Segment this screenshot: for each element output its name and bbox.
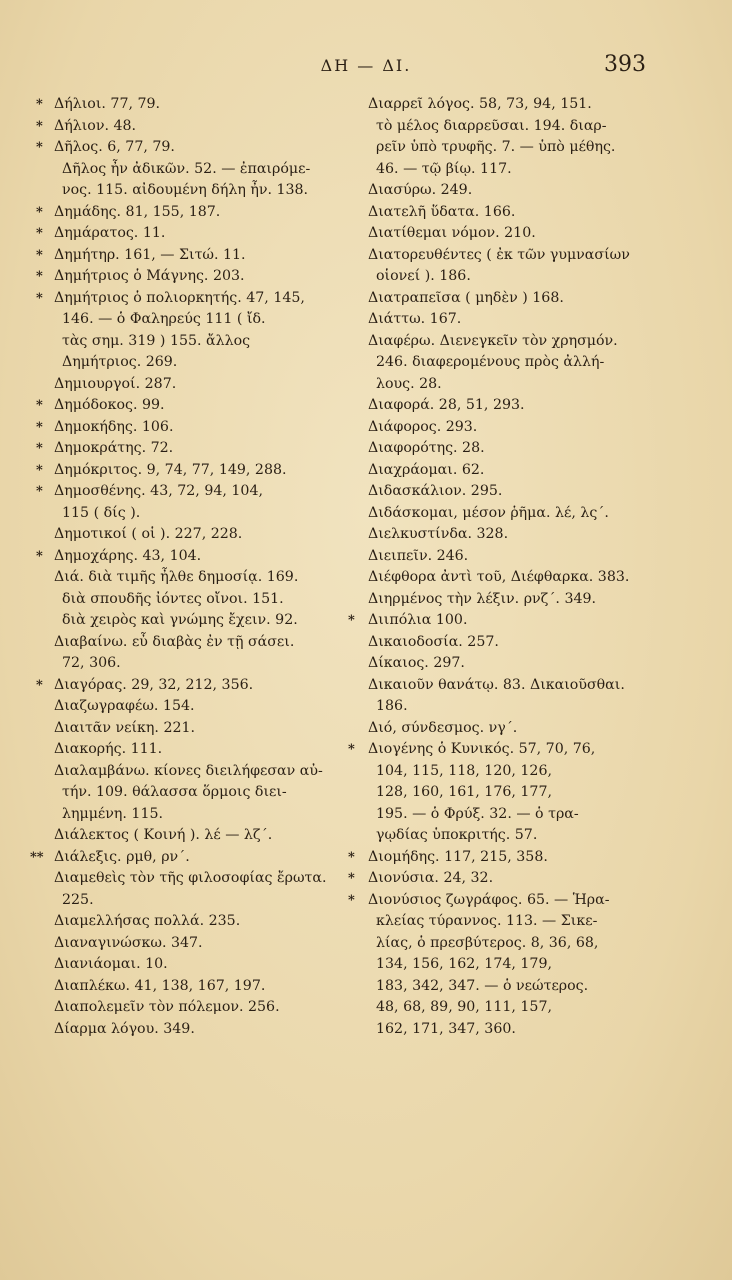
entry-headword-line: Διαλαμβάνω. κίονες διειλήφεσαν αὐ- xyxy=(54,762,323,779)
entry-headword-line: Δημήτριος ὁ Μάγνης. 203. xyxy=(54,268,245,284)
index-entry xyxy=(362,524,652,546)
index-entry xyxy=(36,202,348,224)
entry-headword-line: Διαμελλήσας πολλά. 235. xyxy=(54,913,241,929)
entry-headword-line: Διέφθορα ἀντὶ τοῦ, Διέφθαρκα. 383. xyxy=(368,569,630,585)
asterisk-mark: * xyxy=(36,97,43,112)
entry-headword-line: Δήλιον. 48. xyxy=(54,117,137,134)
index-entry xyxy=(348,890,652,1041)
entry-headword-line: Διαιτᾶν νείκη. 221. xyxy=(54,719,196,736)
index-entry xyxy=(362,288,652,310)
entry-headword-line: Διατραπεῖσα ( μηδὲν ) 168. xyxy=(368,289,564,306)
entry-headword-line: Δημοχάρης. 43, 104. xyxy=(54,547,202,564)
entry-headword-line: Διελκυστίνδα. 328. xyxy=(368,526,509,542)
entry-continuation-line: Δῆλος ἦν ἀδικῶν. 52. — ἐπαιρόμε- xyxy=(62,160,311,177)
entry-headword-line: Διαζωγραφέω. 154. xyxy=(54,698,195,714)
entry-continuation-line: 72, 306. xyxy=(62,655,121,671)
index-entry xyxy=(362,546,652,568)
entry-headword-line: Διαφορότης. 28. xyxy=(368,440,485,456)
entry-continuation-line: 162, 171, 347, 360. xyxy=(376,1020,516,1037)
asterisk-mark: * xyxy=(36,462,43,478)
entry-headword-line: Διάλεξις. ρμθ, ρν΄. xyxy=(54,848,190,865)
asterisk-mark: * xyxy=(36,548,43,564)
entry-headword-line: Δημιουργοί. 287. xyxy=(54,375,177,392)
entry-continuation-line: 225. xyxy=(62,891,94,908)
entry-headword-line: Διονύσια. 24, 32. xyxy=(368,870,494,886)
asterisk-mark: * xyxy=(36,204,43,220)
entry-continuation-line: τὸ μέλος διαρρεῦσαι. 194. διαρ- xyxy=(376,117,607,134)
entry-headword-line: Διογένης ὁ Κυνικός. 57, 70, 76, xyxy=(368,741,596,757)
asterisk-mark: * xyxy=(348,849,355,865)
entry-continuation-line: 146. — ὁ Φαληρεύς 111 ( ἴδ. xyxy=(62,311,266,327)
index-entry xyxy=(362,245,652,288)
index-entry xyxy=(48,632,348,675)
asterisk-mark: * xyxy=(348,613,355,628)
entry-continuation-line: 128, 160, 161, 176, 177, xyxy=(376,784,552,800)
asterisk-mark: * xyxy=(348,742,355,757)
entry-headword-line: Διειπεῖν. 246. xyxy=(368,547,469,564)
entry-headword-line: Δημοκράτης. 72. xyxy=(54,440,174,456)
index-column-right xyxy=(348,94,652,1040)
entry-headword-line: Δικαιοῦν θανάτῳ. 83. Δικαιοῦσθαι. xyxy=(368,676,625,693)
index-entry xyxy=(36,481,348,524)
entry-headword-line: Διαπολεμεῖν τὸν πόλεμον. 256. xyxy=(54,999,280,1015)
index-entry xyxy=(36,245,348,267)
entry-headword-line: Δῆλος. 6, 77, 79. xyxy=(54,139,175,155)
entry-headword-line: Διατίθεμαι νόμον. 210. xyxy=(368,225,536,241)
entry-continuation-line: διὰ σπουδῆς ἰόντες οἴνοι. 151. xyxy=(62,590,284,607)
index-entry xyxy=(48,997,348,1019)
entry-headword-line: Διάφορος. 293. xyxy=(368,418,478,435)
entry-continuation-line: 195. — ὁ Φρύξ. 32. — ὁ τρα- xyxy=(376,805,579,822)
asterisk-mark: * xyxy=(36,118,43,134)
index-entry xyxy=(36,395,348,417)
index-entry xyxy=(36,137,348,202)
entry-headword-line: Δημοτικοί ( οἱ ). 227, 228. xyxy=(54,526,243,542)
entry-headword-line: Δημάρατος. 11. xyxy=(54,225,166,241)
entry-headword-line: Διαχράομαι. 62. xyxy=(368,461,485,478)
index-entry xyxy=(362,417,652,439)
entry-continuation-line: λους. 28. xyxy=(376,375,442,392)
asterisk-mark: * xyxy=(348,871,355,886)
entry-headword-line: Δημήτηρ. 161, — Σιτώ. 11. xyxy=(54,246,246,263)
index-entry xyxy=(362,331,652,396)
asterisk-mark: * xyxy=(36,419,43,435)
entry-headword-line: Διιπόλια 100. xyxy=(368,612,468,628)
index-entry xyxy=(48,524,348,546)
entry-continuation-line: 46. — τῷ βίῳ. 117. xyxy=(376,160,512,177)
entry-continuation-line: λημμένη. 115. xyxy=(62,805,164,822)
index-entry xyxy=(36,116,348,138)
entry-headword-line: Διαναγινώσκω. 347. xyxy=(54,934,203,951)
index-entry xyxy=(362,460,652,482)
entry-headword-line: Δίκαιος. 297. xyxy=(368,655,465,671)
page-number: 393 xyxy=(604,52,646,77)
index-entry xyxy=(36,546,348,568)
entry-headword-line: Διαμεθεὶς τὸν τῆς φιλοσοφίας ἔρωτα. xyxy=(54,870,327,886)
index-entry xyxy=(48,868,348,911)
entry-continuation-line: 186. xyxy=(376,698,408,714)
entry-headword-line: Διακορής. 111. xyxy=(54,741,163,757)
entry-continuation-line: λίας, ὁ πρεσβύτερος. 8, 36, 68, xyxy=(376,934,599,951)
entry-headword-line: Δημόκριτος. 9, 74, 77, 149, 288. xyxy=(54,461,287,478)
entry-headword-line: Διατορευθέντες ( ἐκ τῶν γυμνασίων xyxy=(368,246,630,263)
entry-headword-line: Δημήτριος ὁ πολιορκητής. 47, 145, xyxy=(54,289,305,306)
entry-continuation-line: 115 ( δίς ). xyxy=(62,504,141,521)
index-entry xyxy=(362,202,652,224)
index-column-left xyxy=(30,94,348,1040)
entry-headword-line: Διδάσκομαι, μέσον ῥῆμα. λέ, λς΄. xyxy=(368,504,609,521)
index-entry xyxy=(48,911,348,933)
entry-headword-line: Διηρμένος τὴν λέξιν. ρνζ΄. 349. xyxy=(368,590,597,607)
entry-continuation-line: γῳδίας ὑποκριτής. 57. xyxy=(376,827,538,843)
entry-headword-line: Διαρρεῖ λόγος. 58, 73, 94, 151. xyxy=(368,96,592,112)
index-entry xyxy=(30,847,348,869)
index-entry xyxy=(362,632,652,654)
entry-continuation-line: νος. 115. αἰδουμένη δήλη ἦν. 138. xyxy=(62,182,309,198)
index-entry xyxy=(48,567,348,632)
index-entry xyxy=(362,395,652,417)
index-entry xyxy=(362,589,652,611)
index-entry xyxy=(36,438,348,460)
entry-headword-line: Διομήδης. 117, 215, 358. xyxy=(368,848,548,865)
asterisk-mark: * xyxy=(36,269,43,284)
entry-continuation-line: 246. διαφερομένους πρὸς ἀλλή- xyxy=(376,354,605,370)
asterisk-mark: * xyxy=(36,484,43,499)
entry-continuation-line: ρεῖν ὑπὸ τρυφῆς. 7. — ὑπὸ μέθης. xyxy=(376,139,616,155)
index-entry xyxy=(48,976,348,998)
running-head: ΔΗ — ΔΙ. xyxy=(320,56,412,75)
asterisk-mark: * xyxy=(36,290,43,306)
entry-headword-line: Δημόδοκος. 99. xyxy=(54,397,165,413)
entry-headword-line: Διανιάομαι. 10. xyxy=(54,956,168,972)
index-entry xyxy=(36,417,348,439)
index-entry xyxy=(362,309,652,331)
entry-headword-line: Διονύσιος ζωγράφος. 65. — Ἡρα- xyxy=(368,891,610,908)
asterisk-mark: ** xyxy=(30,849,44,865)
index-entry xyxy=(362,223,652,245)
entry-headword-line: Διαβαίνω. εὖ διαβὰς ἐν τῇ σάσει. xyxy=(54,633,295,650)
index-entry xyxy=(48,739,348,761)
index-entry xyxy=(348,847,652,869)
entry-continuation-line: Δημήτριος. 269. xyxy=(62,354,178,370)
asterisk-mark: * xyxy=(36,140,43,155)
index-entry xyxy=(48,954,348,976)
index-entry xyxy=(362,94,652,180)
entry-headword-line: Διατελῆ ὕδατα. 166. xyxy=(368,203,516,220)
index-entry xyxy=(48,374,348,396)
entry-continuation-line: κλείας τύραννος. 113. — Σικε- xyxy=(376,913,598,929)
index-entry xyxy=(362,438,652,460)
index-entry xyxy=(36,288,348,374)
entry-continuation-line: 104, 115, 118, 120, 126, xyxy=(376,762,552,779)
entry-headword-line: Διάλεκτος ( Κοινή ). λέ — λζ΄. xyxy=(54,827,273,843)
entry-continuation-line: 48, 68, 89, 90, 111, 157, xyxy=(376,999,552,1015)
index-entry xyxy=(362,718,652,740)
asterisk-mark: * xyxy=(348,892,355,908)
index-entry xyxy=(36,675,348,697)
entry-headword-line: Διάττω. 167. xyxy=(368,311,462,327)
index-entry xyxy=(48,696,348,718)
index-entry xyxy=(48,761,348,826)
index-entry xyxy=(36,460,348,482)
index-entry xyxy=(36,94,348,116)
entry-headword-line: Δημάδης. 81, 155, 187. xyxy=(54,203,221,220)
entry-headword-line: Διαγόρας. 29, 32, 212, 356. xyxy=(54,676,254,693)
asterisk-mark: * xyxy=(36,441,43,456)
entry-headword-line: Δημοκήδης. 106. xyxy=(54,418,174,435)
index-entry xyxy=(362,503,652,525)
entry-headword-line: Διό, σύνδεσμος. νγ΄. xyxy=(368,719,518,736)
entry-headword-line: Δίαρμα λόγου. 349. xyxy=(54,1020,195,1037)
asterisk-mark: * xyxy=(36,398,43,413)
asterisk-mark: * xyxy=(36,677,43,693)
entry-headword-line: Δικαιοδοσία. 257. xyxy=(368,633,499,650)
entry-headword-line: Διδασκάλιον. 295. xyxy=(368,483,503,499)
index-entry xyxy=(348,739,652,847)
index-entry xyxy=(48,718,348,740)
index-entry xyxy=(48,933,348,955)
entry-continuation-line: τήν. 109. θάλασσα ὅρμοις διει- xyxy=(62,784,287,800)
entry-headword-line: Δημοσθένης. 43, 72, 94, 104, xyxy=(54,483,263,499)
index-entry xyxy=(362,481,652,503)
index-entry xyxy=(348,610,652,632)
entry-headword-line: Δήλιοι. 77, 79. xyxy=(54,96,161,112)
index-entry xyxy=(362,567,652,589)
entry-headword-line: Διαφέρω. Διενεγκεῖν τὸν χρησμόν. xyxy=(368,332,618,349)
index-entry xyxy=(362,653,652,675)
entry-headword-line: Διαπλέκω. 41, 138, 167, 197. xyxy=(54,977,266,994)
entry-headword-line: Διασύρω. 249. xyxy=(368,182,473,198)
entry-headword-line: Διά. διὰ τιμῆς ἦλθε δημοσίᾳ. 169. xyxy=(54,569,299,585)
entry-continuation-line: οἱονεί ). 186. xyxy=(376,268,471,284)
asterisk-mark: * xyxy=(36,226,43,241)
entry-continuation-line: τὰς σημ. 319 ) 155. ἄλλος xyxy=(62,332,251,349)
index-entry xyxy=(48,825,348,847)
entry-headword-line: Διαφορά. 28, 51, 293. xyxy=(368,397,525,413)
index-entry xyxy=(348,868,652,890)
index-entry xyxy=(362,675,652,718)
entry-continuation-line: 134, 156, 162, 174, 179, xyxy=(376,956,552,972)
index-entry xyxy=(36,266,348,288)
entry-continuation-line: διὰ χειρὸς καὶ γνώμης ἔχειν. 92. xyxy=(62,612,298,628)
index-entry xyxy=(48,1019,348,1041)
index-entry xyxy=(362,180,652,202)
index-entry xyxy=(36,223,348,245)
entry-continuation-line: 183, 342, 347. — ὁ νεώτερος. xyxy=(376,977,589,994)
asterisk-mark: * xyxy=(36,247,43,263)
